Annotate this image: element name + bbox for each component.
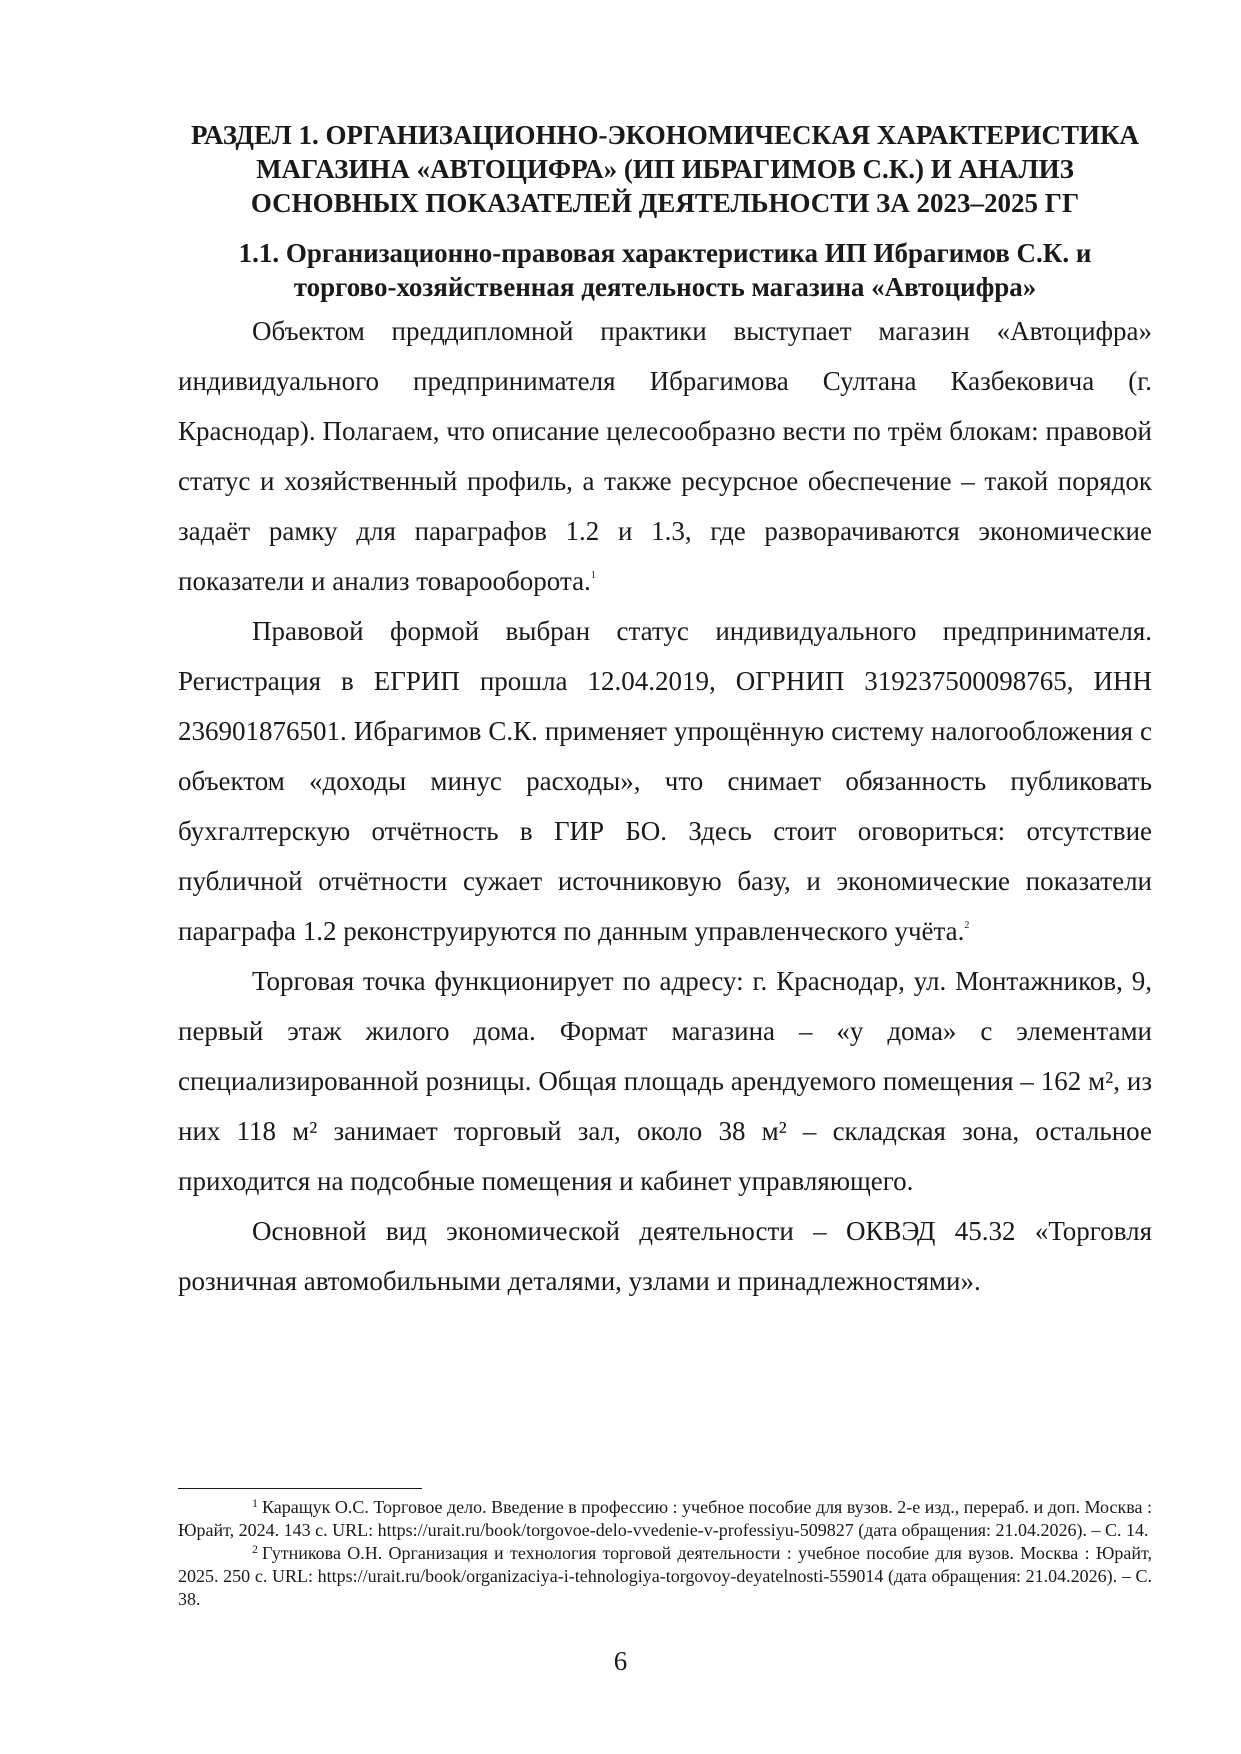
paragraph-4 [178,1206,1152,1306]
footnote-2-text: Гутникова О.Н. Организация и технология торговой деятельности : учебное пособие для вузов. Москва : Юрайт, 2025. 250 с. URL: https://urait.ru/book/organizaciya-i-tehnologiya-torgovoy-deyatelnosti-559014 (дата обращения: 21.04.2026). – С. 38. [178,1543,1152,1609]
paragraph-3 [178,956,1152,1206]
section-title: РАЗДЕЛ 1. ОРГАНИЗАЦИОННО-ЭКОНОМИЧЕСКАЯ ХАРАКТЕРИСТИКА МАГАЗИНА «АВТОЦИФРА» (ИП ИБРАГИМОВ С.К.) И АНАЛИЗ ОСНОВНЫХ ПОКАЗАТЕЛЕЙ ДЕЯТЕЛЬНОСТИ ЗА 2023–2025 ГГ [190,120,1140,218]
footnote-1 [178,1496,1152,1542]
footnote-separator [178,1488,422,1489]
footnote-ref-2[interactable]: 2 [964,920,970,931]
paragraph-2 [178,606,1152,956]
paragraph-3-text: Торговая точка функционирует по адресу: г. Краснодар, ул. Монтажников, 9, первый этаж жилого дома. Формат магазина – «у дома» с элементами специализированной розницы. Общая площадь арендуемого помещения – 162 м², из них 118 м² занимает торговый зал, около 38 м² – складская зона, остальное приходится на подсобные помещения и кабинет управляющего. [178,966,1152,1196]
footnotes [178,1496,1152,1611]
page-number: 6 [613,1646,628,1676]
footnote-2-number: 2 [252,1542,258,1556]
footnote-1-number: 1 [252,1496,258,1510]
paragraph-1 [178,306,1152,606]
subsection-title: 1.1. Организационно-правовая характеристика ИП Ибрагимов С.К. и торгово-хозяйственная деятельность магазина «Автоцифра» [238,238,1092,302]
paragraph-4-text: Основной вид экономической деятельности – ОКВЭД 45.32 «Торговля розничная автомобильными деталями, узлами и принадлежностями». [178,1216,1152,1296]
paragraph-1-text: Объектом преддипломной практики выступает магазин «Автоцифра» индивидуального предпринимателя Ибрагимова Султана Казбековича (г. Краснодар). Полагаем, что описание целесообразно вести по трём блокам: правовой статус и хозяйственный профиль, а также ресурсное обеспечение – такой порядок задаёт рамку для параграфов 1.2 и 1.3, где разворачиваются экономические показатели и анализ товарооборота. [178,316,1152,596]
footnote-2 [178,1542,1152,1611]
footnote-1-text: Каращук О.С. Торговое дело. Введение в профессию : учебное пособие для вузов. 2-е изд., перераб. и доп. Москва : Юрайт, 2024. 143 с. URL: https://urait.ru/book/torgovoe-delo-vvedenie-v-professiyu-509827 (дата обращения: 21.04.2026). – С. 14. [178,1497,1152,1540]
paragraph-2-text: Правовой формой выбран статус индивидуального предпринимателя. Регистрация в ЕГРИП прошла 12.04.2019, ОГРНИП 319237500098765, ИНН 236901876501. Ибрагимов С.К. применяет упрощённую систему налогообложения с объектом «доходы минус расходы», что снимает обязанность публиковать бухгалтерскую отчётность в ГИР БО. Здесь стоит оговориться: отсутствие публичной отчётности сужает источниковую базу, и экономические показатели параграфа 1.2 реконструируются по данным управленческого учёта. [178,616,1152,946]
document-page [178,118,1152,1306]
footnote-ref-1[interactable]: 1 [590,570,596,581]
